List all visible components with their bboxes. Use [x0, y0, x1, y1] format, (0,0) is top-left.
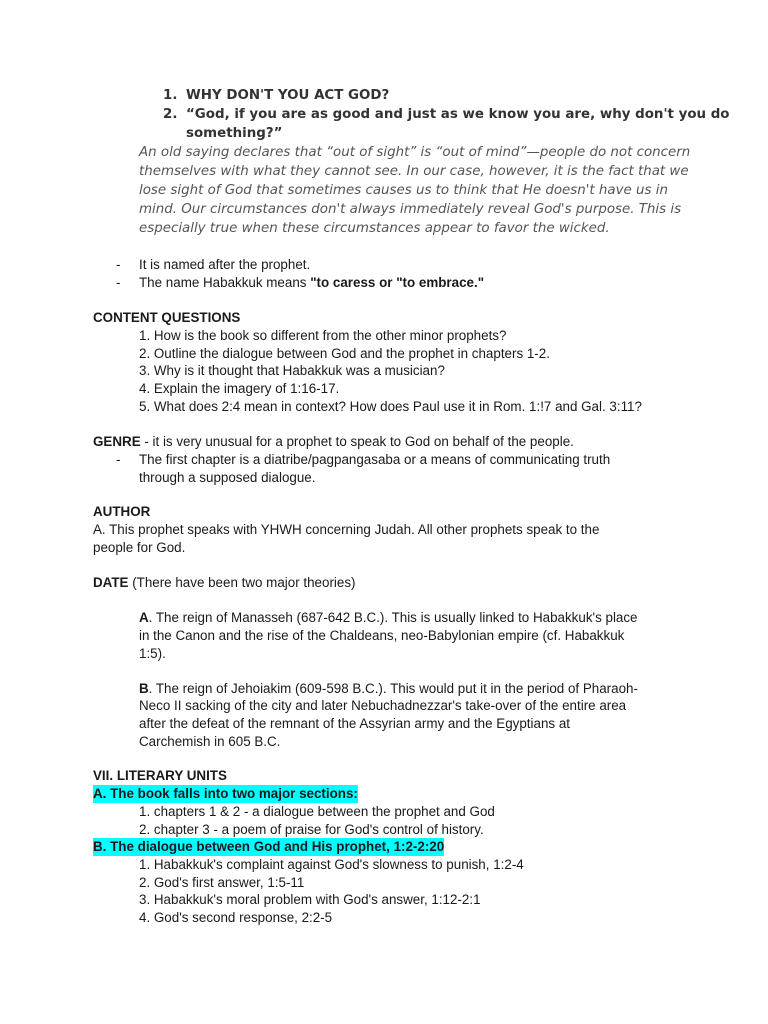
literary-units-heading: VII. LITERARY UNITS: [93, 768, 227, 783]
bullet-dash: -: [116, 275, 121, 290]
list-number: 1.: [163, 88, 178, 103]
name-bullet-1: It is named after the prophet.: [139, 257, 311, 272]
bullet-dash: -: [116, 452, 121, 467]
author-heading: AUTHOR: [93, 504, 151, 519]
name-bullet-2: [139, 274, 484, 292]
theory-b-text: . The reign of Jehoiakim (609-598 B.C.). This would put it in the period of Pharaoh-: [148, 681, 638, 696]
date-theory-b-line4: Carchemish in 605 B.C.: [139, 734, 281, 749]
date-note: (There have been two major theories): [128, 575, 356, 590]
genre-text: - it is very unusual for a prophet to speak to God on behalf of the people.: [140, 434, 574, 449]
section-a-item: 1. chapters 1 & 2 - a dialogue between the prophet and God: [139, 804, 495, 819]
question-heading-1: WHY DON'T YOU ACT GOD?: [186, 88, 390, 103]
quote-line: themselves with what they cannot see. In our case, however, it is the fact that we: [139, 164, 689, 179]
name-bullet-2-prefix: The name Habakkuk means: [139, 275, 311, 290]
bullet-dash: -: [116, 257, 121, 272]
section-b-item: 1. Habakkuk's complaint against God's slowness to punish, 1:2-4: [139, 857, 524, 872]
date-theory-b-line1: [139, 680, 638, 698]
theory-a-label: A: [139, 610, 149, 625]
quote-line: especially true when these circumstances appear to favor the wicked.: [139, 221, 610, 236]
content-questions-heading: CONTENT QUESTIONS: [93, 310, 241, 325]
date-theory-a-line3: 1:5).: [139, 646, 166, 661]
section-b-highlight: B. The dialogue between God and His prophet, 1:2-2:20: [93, 839, 445, 854]
genre-bullet-line2: through a supposed dialogue.: [139, 470, 316, 485]
content-question: 5. What does 2:4 mean in context? How does Paul use it in Rom. 1:!7 and Gal. 3:11?: [139, 399, 642, 414]
genre-paragraph: [93, 433, 574, 451]
author-text-line2: people for God.: [93, 540, 186, 555]
content-question: 1. How is the book so different from the other minor prophets?: [139, 328, 507, 343]
date-theory-b-line2: Neco II sacking of the city and later Nebuchadnezzar's take-over of the entire area: [139, 698, 627, 713]
theory-a-text: . The reign of Manasseh (687-642 B.C.). This is usually linked to Habakkuk's place: [148, 610, 638, 625]
section-a-highlight: A. The book falls into two major sections:: [93, 786, 358, 801]
genre-bullet-line1: The first chapter is a diatribe/pagpangasaba or a means of communicating truth: [139, 452, 611, 467]
section-b-item: 3. Habakkuk's moral problem with God's answer, 1:12-2:1: [139, 892, 481, 907]
name-meaning: "to caress or "to embrace.": [310, 275, 485, 290]
question-heading-2-line1: “God, if you are as good and just as we know you are, why don't you do: [186, 107, 730, 122]
content-question: 4. Explain the imagery of 1:16-17.: [139, 381, 340, 396]
author-text-line1: A. This prophet speaks with YHWH concerning Judah. All other prophets speak to the: [93, 522, 600, 537]
section-a-item: 2. chapter 3 - a poem of praise for God's control of history.: [139, 822, 484, 837]
date-theory-a-line1: [139, 609, 638, 627]
quote-line: mind. Our circumstances don't always immediately reveal God's purpose. This is: [139, 202, 682, 217]
date-label: DATE: [93, 575, 129, 590]
date-theory-b-line3: after the defeat of the remnant of the Assyrian army and the Egyptians at: [139, 716, 570, 731]
quote-line: An old saying declares that “out of sight” is “out of mind”—people do not concern: [139, 145, 691, 160]
theory-b-label: B: [139, 681, 149, 696]
date-theory-a-line2: in the Canon and the rise of the Chaldeans, neo-Babylonian empire (cf. Habakkuk: [139, 628, 625, 643]
section-b-item: 4. God's second response, 2:2-5: [139, 910, 333, 925]
date-heading: [93, 574, 355, 592]
quote-line: lose sight of God that sometimes causes us to think that He doesn't have us in: [139, 183, 668, 198]
section-b-item: 2. God's first answer, 1:5-11: [139, 875, 305, 890]
question-heading-2-line2: something?”: [186, 126, 283, 141]
list-number: 2.: [163, 107, 178, 122]
genre-label: GENRE: [93, 434, 141, 449]
content-question: 2. Outline the dialogue between God and the prophet in chapters 1-2.: [139, 346, 550, 361]
content-question: 3. Why is it thought that Habakkuk was a musician?: [139, 363, 445, 378]
